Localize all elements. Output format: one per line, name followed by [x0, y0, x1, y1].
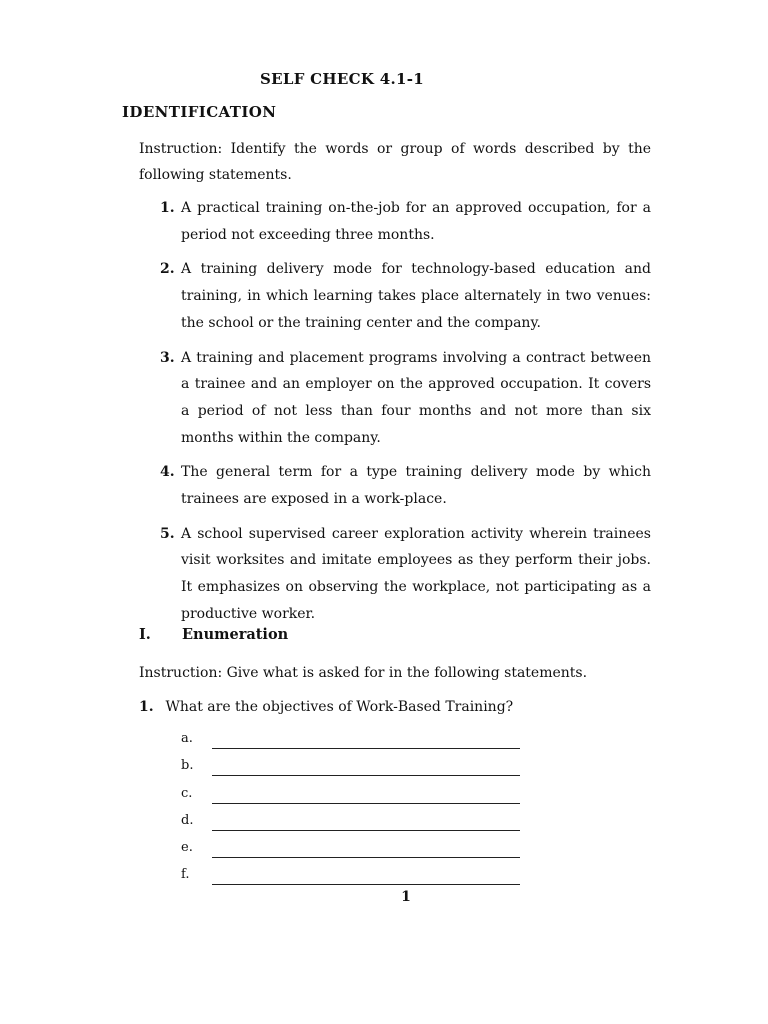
answer-blank-line[interactable]	[212, 748, 520, 749]
answer-blank-line[interactable]	[212, 775, 520, 776]
item-number: 4.	[160, 464, 175, 481]
question-number: 1.	[139, 699, 154, 715]
item-text: A training delivery mode for technology-based education and training, in which learning takes place alternately in two venues: the school or the training center and the company.	[181, 261, 651, 331]
identification-heading: IDENTIFICATION	[122, 103, 277, 121]
answer-letter: a.	[181, 731, 193, 746]
answer-row-d	[181, 811, 521, 831]
section-roman-numeral: I.	[139, 626, 151, 643]
identification-list	[0, 195, 768, 636]
answer-blank-line[interactable]	[212, 830, 520, 831]
answer-row-c	[181, 784, 521, 804]
item-text: A school supervised career exploration activity wherein trainees visit worksites and imitate employees as they perform their jobs. It emphasizes on observing the workplace, not participating as a productive worker.	[181, 525, 651, 622]
item-text: The general term for a type training delivery mode by which trainees are exposed in a work-place.	[181, 464, 651, 508]
identification-item-4	[0, 459, 651, 512]
identification-item-5	[0, 521, 651, 628]
identification-item-3	[0, 345, 651, 452]
answer-row-b	[181, 756, 521, 776]
answer-letter: f.	[181, 867, 190, 882]
answer-blank-line[interactable]	[212, 857, 520, 858]
page-title	[0, 70, 768, 88]
page-number	[0, 889, 768, 905]
page-number-text: 1	[401, 889, 411, 905]
answer-blank-line[interactable]	[212, 803, 520, 804]
item-number: 5.	[160, 525, 175, 542]
identification-instruction: Instruction: Identify the words or group of words described by the following statements.	[139, 141, 651, 183]
identification-item-1	[0, 195, 651, 248]
item-number: 2.	[160, 261, 175, 278]
item-number: 1.	[160, 200, 175, 216]
enumeration-heading-label: Enumeration	[182, 626, 289, 643]
answer-letter: b.	[181, 758, 194, 773]
item-text: A training and placement programs involving a contract between a trainee and an employer on the approved occupation. It covers a period of not less than four months and not more than six months within the company.	[181, 349, 651, 446]
answer-blank-line[interactable]	[212, 884, 520, 885]
question-text: What are the objectives of Work-Based Training?	[165, 699, 514, 715]
answer-letter: d.	[181, 813, 194, 828]
answer-row-e	[181, 838, 521, 858]
item-number: 3.	[160, 349, 175, 366]
answer-letter: c.	[181, 786, 193, 801]
answer-letter: e.	[181, 840, 193, 855]
identification-item-2	[0, 256, 651, 336]
enumeration-question	[139, 695, 513, 719]
answer-row-f	[181, 865, 521, 885]
enumeration-instruction: Instruction: Give what is asked for in the following statements.	[139, 665, 588, 681]
title-text: SELF CHECK 4.1-1	[260, 70, 424, 88]
answer-row-a	[181, 729, 521, 749]
item-text: A practical training on-the-job for an approved occupation, for a period not exceeding three months.	[181, 200, 651, 243]
